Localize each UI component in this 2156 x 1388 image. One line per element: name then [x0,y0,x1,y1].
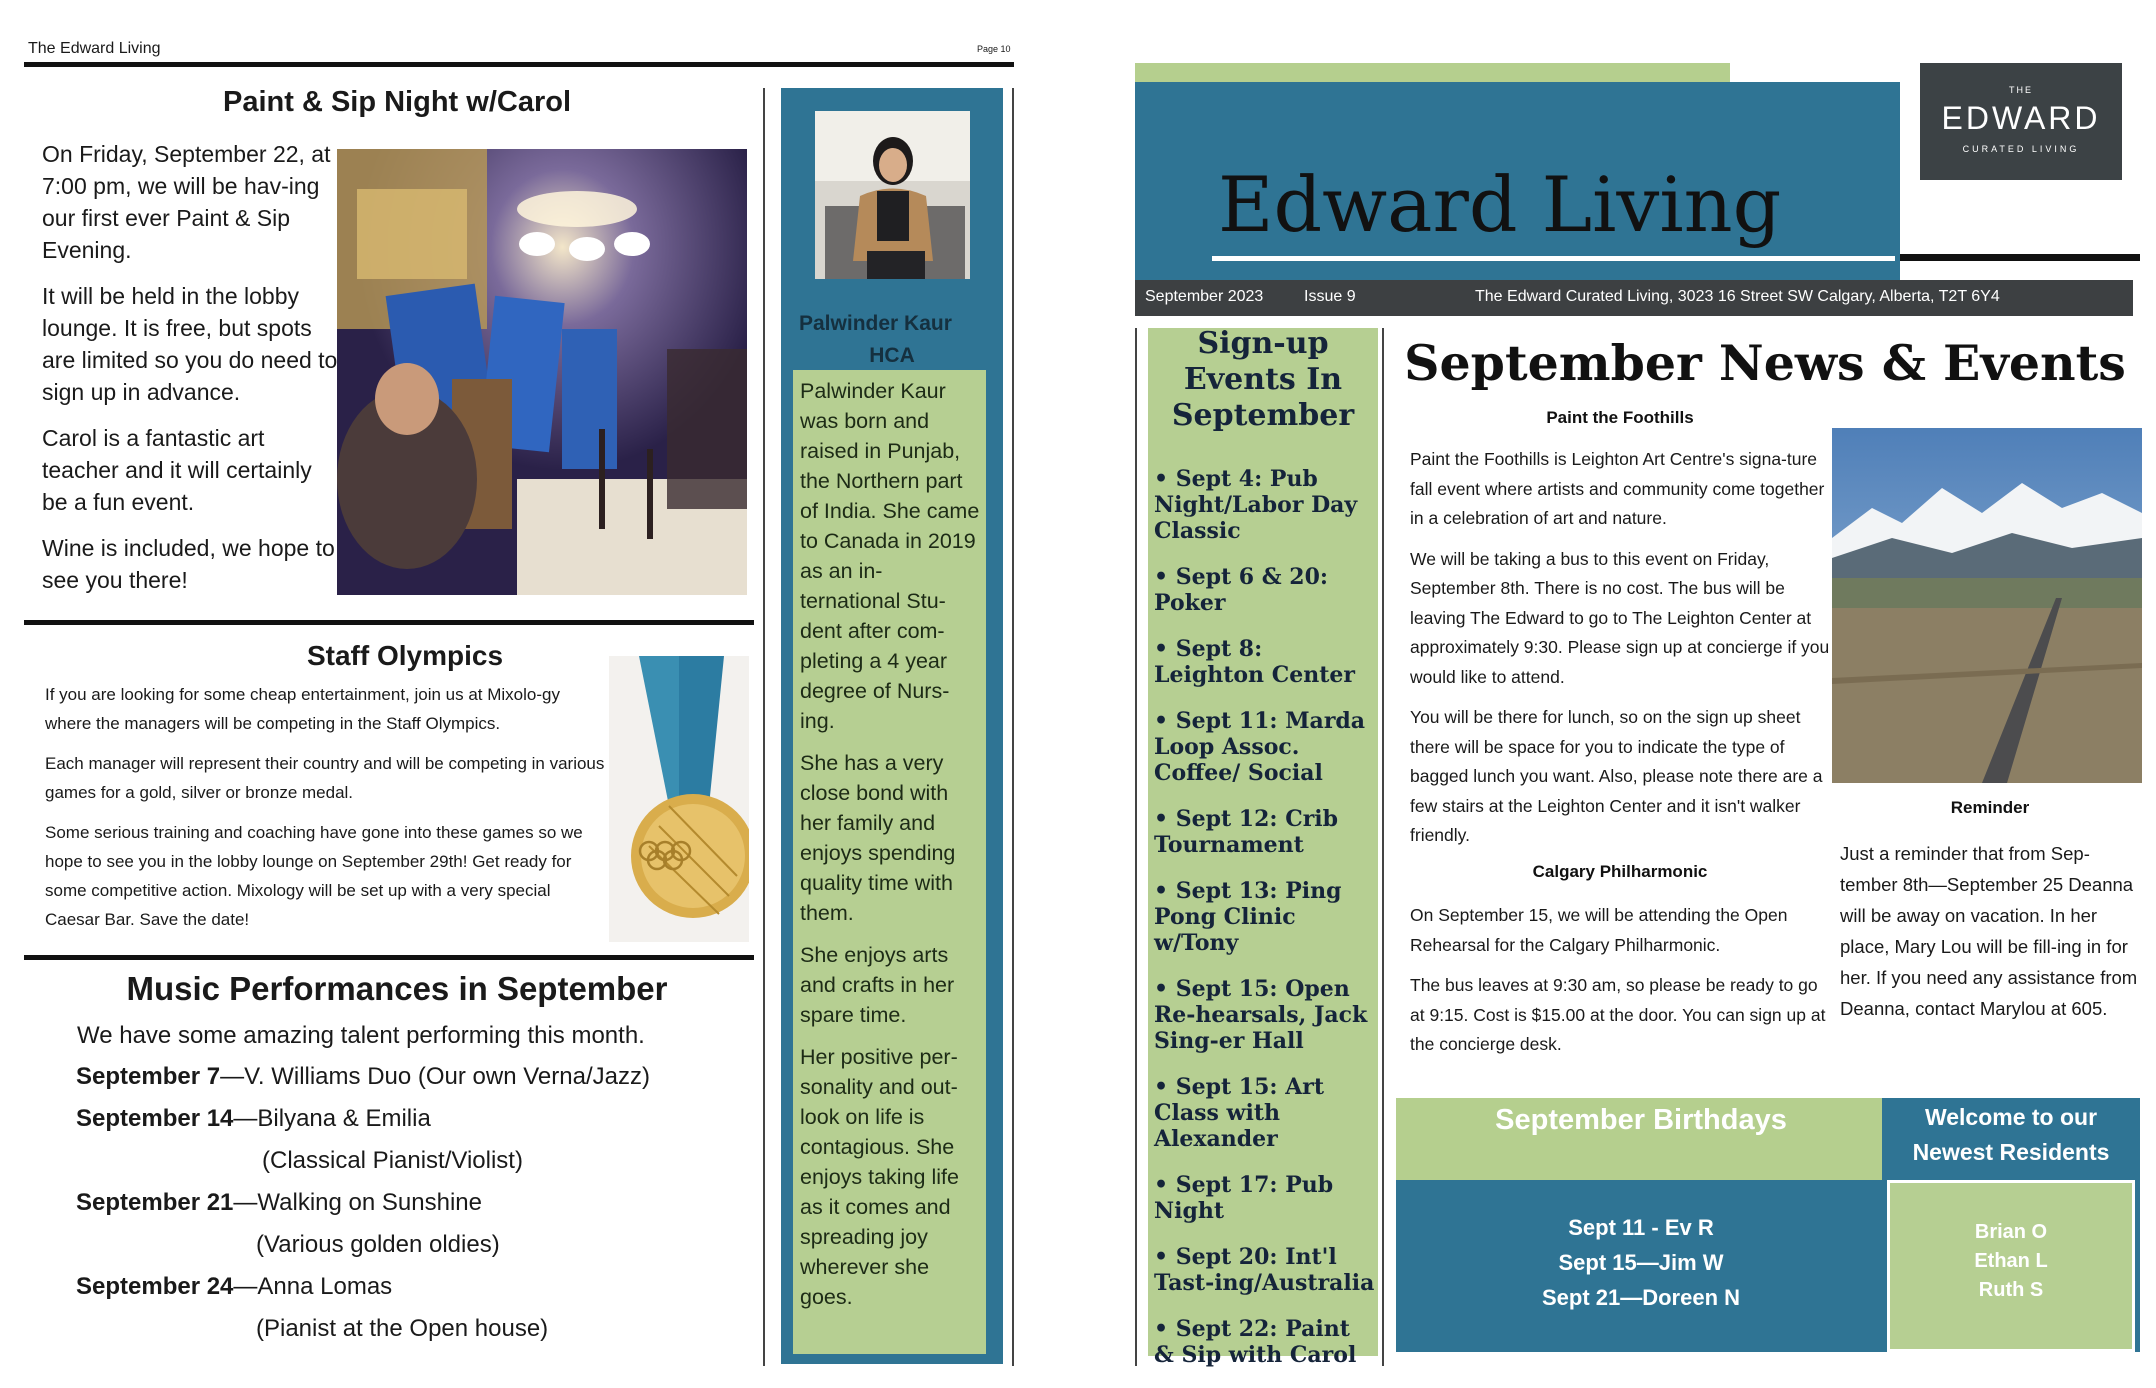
staff-profile-body [793,370,986,1354]
list-item: • Sept 20: Int'l Tast-ing/Australia [1154,1244,1375,1296]
gold-medal-photo [609,656,749,942]
music-title: Music Performances in September [126,970,668,1007]
paragraph: Palwinder Kaur was born and raised in Punjab, the Northern part of India. She came to Canada in 2019 as an in-ternational Stu-dent after com-pleting a 4 year degree of Nurs-ing. [800,379,980,733]
music-row [76,1105,431,1133]
music-note: (Pianist at the Open house) [256,1315,549,1342]
list-item: Sept 15—Jim W [1558,1250,1724,1275]
foothills-landscape-photo [1832,428,2142,783]
page-number: Page 10 [977,44,1011,54]
paint-sip-title: Paint & Sip Night w/Carol [222,86,571,118]
issue-number: Issue 9 [1304,288,1356,305]
paragraph: Carol is a fantastic art teacher and it will certainly be a fun event. [42,425,312,515]
music-performer: —Bilyana & Emilia [233,1105,431,1132]
foothills-heading: Paint the Foothills [1546,408,1694,427]
music-intro: We have some amazing talent performing this month. [77,1022,645,1049]
music-note: (Various golden oldies) [256,1231,500,1258]
signup-events-list [1154,466,1376,1388]
staff-profile-heading [781,308,1003,372]
birthdays-list [1396,1210,1886,1315]
foothills-body [1410,445,1832,862]
paragraph: Paint the Foothills is Leighton Art Centre's signa-ture fall event where artists and community come together in a celebration of art and nature. [1410,449,1825,528]
paragraph: On Friday, September 22, at 7:00 pm, we will be hav-ing our first ever Paint & Sip Evening. [42,141,331,263]
staff-role: HCA [869,344,915,367]
issue-info-bar [1135,280,2133,316]
list-item: Ruth S [1978,1279,2044,1301]
list-item: • Sept 6 & 20: Poker [1154,564,1329,616]
paint-sip-body [42,138,338,610]
music-date: September 7 [76,1063,221,1090]
paragraph: The bus leaves at 9:30 am, so please be ready to go at 9:15. Cost is $15.00 at the door. You can sign up at the concierge desk. [1410,975,1826,1054]
paragraph: Her positive per-sonality and out-look on life is contagious. She enjoys taking life as it comes and spreading joy wherever she goes. [800,1045,959,1309]
list-item: Sept 21—Doreen N [1541,1285,1741,1310]
list-item: • Sept 12: Crib Tournament [1154,806,1339,858]
music-date: September 21 [76,1189,234,1216]
staff-portrait-photo [815,111,970,279]
running-header: The Edward Living [28,40,161,57]
logo-the: THE [2009,85,2033,95]
issue-date: September 2023 [1145,288,1264,305]
music-row [76,1273,392,1301]
philharmonic-heading: Calgary Philharmonic [1532,862,1708,881]
header-rule [24,62,1014,67]
paragraph: She has a very close bond with her family and enjoys spending quality time with them. [800,751,956,925]
list-item: • Sept 15: Art Class with Alexander [1154,1074,1325,1152]
new-residents-list [1887,1218,2135,1305]
list-item: • Sept 11: Marda Loop Assoc. Coffee/ Social [1154,708,1366,786]
section-rule [24,620,754,625]
music-performer: —Walking on Sunshine [233,1189,482,1216]
signup-events-title: Sign-up Events In September [1171,326,1355,433]
paragraph: It will be held in the lobby lounge. It is free, but spots are limited so you do need to sign up in advance. [42,283,338,405]
music-performer: —V. Williams Duo (Our own Verna/Jazz) [220,1063,650,1090]
news-events-title: September News & Events [1404,334,2126,392]
paragraph: If you are looking for some cheap entertainment, join us at Mixolo-gy where the managers will be competing in the Staff Olympics. [45,685,560,733]
column-divider [1012,88,1014,1366]
paragraph: She enjoys arts and crafts in her spare time. [800,943,955,1027]
column-divider [1135,328,1137,1366]
list-item: • Sept 15: Open Re-hearsals, Jack Sing-er Hall [1154,976,1368,1054]
paint-sip-photo [337,149,747,595]
staff-olympics-title: Staff Olympics [306,640,504,671]
address: The Edward Curated Living, 3023 16 Street SW Calgary, Alberta, T2T 6Y4 [1475,288,2000,305]
edward-logo [1920,63,2122,180]
masthead-accent-strip [1135,63,1730,83]
masthead-rule [1900,254,2140,261]
reminder-body: Just a reminder that from Sep-tember 8th—September 25 Deanna will be away on vacation. In her place, Mary Lou will be fill-ing in for her. If you need any assistance from Deanna, contact Marylou at 605. [1840,843,2138,1019]
list-item: • Sept 4: Pub Night/Labor Day Classic [1154,466,1358,544]
paragraph: You will be there for lunch, so on the sign up sheet there will be space for you to indicate the type of bagged lunch you want. Also, please note there are a few stairs at the Leighton Center and it isn't walker friendly. [1410,707,1823,845]
list-item: • Sept 17: Pub Night [1154,1172,1334,1224]
music-note: (Classical Pianist/Violist) [262,1147,523,1174]
music-date: September 24 [76,1273,234,1300]
paragraph: Each manager will represent their country and will be competing in various games for a gold, silver or bronze medal. [45,754,605,802]
paragraph: Wine is included, we hope to see you there! [42,535,335,593]
logo-name: EDWARD [1941,100,2101,136]
logo-tagline: CURATED LIVING [1962,144,2080,154]
column-divider [763,88,765,1366]
staff-name: Palwinder Kaur [799,312,952,335]
list-item: Ethan L [1974,1250,2048,1272]
list-item: Brian O [1974,1221,2048,1243]
music-row [76,1063,650,1091]
music-row [76,1189,482,1217]
welcome-title: Welcome to our Newest Residents [1912,1104,2110,1165]
paragraph: Some serious training and coaching have gone into these games so we hope to see you in the lobby lounge on September 29th! Get ready for some competitive action. Mixology will be set up with a very special Caesar Bar. Save the date! [45,823,583,929]
list-item: Sept 11 - Ev R [1568,1215,1714,1240]
music-performer: —Anna Lomas [233,1273,393,1300]
section-rule [24,955,754,960]
music-date: September 14 [76,1105,234,1132]
list-item: • Sept 8: Leighton Center [1154,636,1355,688]
birthdays-title: September Birthdays [1495,1104,1787,1136]
list-item: • Sept 13: Ping Pong Clinic w/Tony [1154,878,1342,956]
reminder-heading: Reminder [1950,798,2030,817]
column-divider [1382,328,1384,1366]
paragraph: On September 15, we will be attending the Open Rehearsal for the Calgary Philharmonic. [1410,905,1788,955]
philharmonic-body [1410,901,1830,1071]
newsletter-title: Edward Living [1218,160,1782,249]
paragraph: We will be taking a bus to this event on Friday, September 8th. There is no cost. The bus will be leaving The Edward to go to The Leighton Center at approximately 9:30. Please sign up at concierge if you would like to attend. [1410,548,1830,687]
staff-olympics-body [45,680,605,945]
title-underline [1212,256,1895,261]
list-item: • Sept 22: Paint & Sip with Carol [1154,1316,1357,1368]
